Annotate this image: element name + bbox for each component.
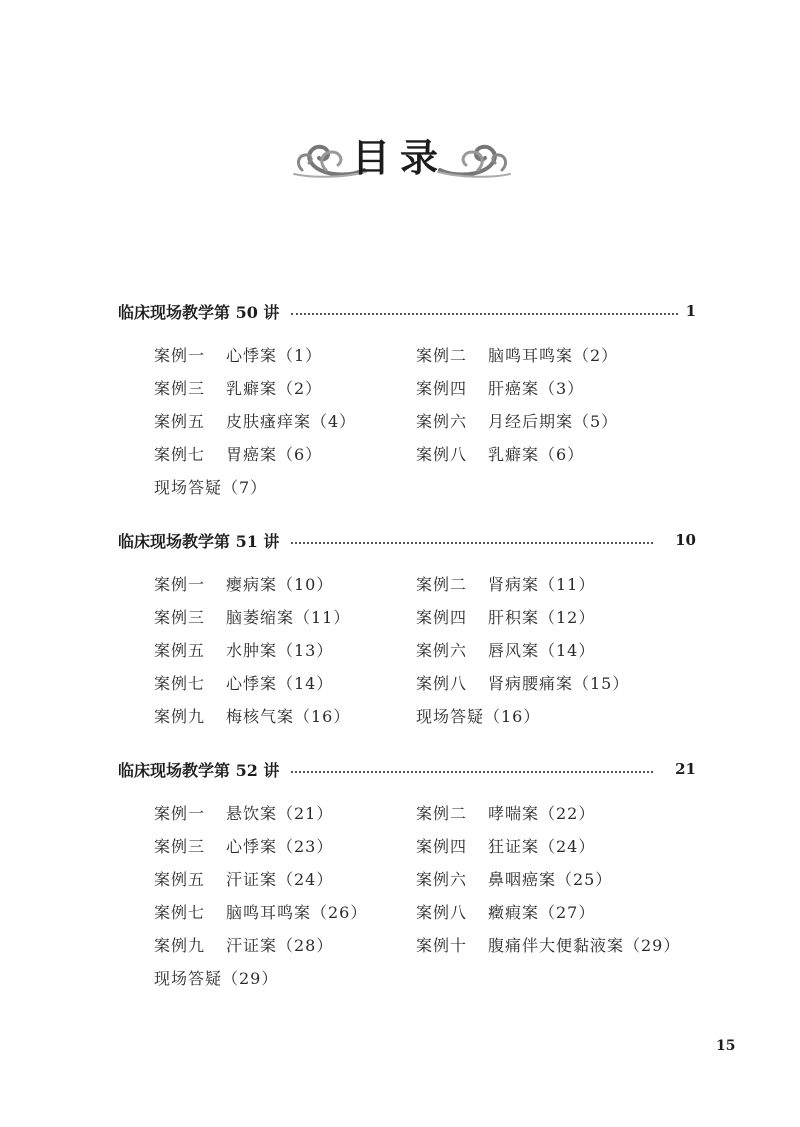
- case-name: 乳癖案（2）: [226, 379, 323, 398]
- toc-case-entry[interactable]: [154, 671, 416, 694]
- section-title: 临床现场教学第 51 讲: [118, 531, 280, 551]
- case-name: 腹痛伴大便黏液案（29）: [488, 936, 681, 955]
- case-label: 案例四: [416, 608, 468, 627]
- toc-section-52: [118, 756, 696, 994]
- case-name: 肾病腰痛案（15）: [488, 674, 630, 693]
- case-label: 案例九: [154, 936, 206, 955]
- toc-case-entry[interactable]: [416, 867, 694, 890]
- toc-case-entry[interactable]: [154, 442, 416, 465]
- toc-case-entry[interactable]: [154, 900, 416, 923]
- case-label: 案例五: [154, 870, 206, 889]
- case-name: 水肿案（13）: [226, 641, 334, 660]
- case-label: 案例九: [154, 707, 206, 726]
- dot-leader: [291, 313, 677, 315]
- dot-leader: [291, 542, 653, 544]
- toc-case-entry[interactable]: [416, 376, 694, 399]
- case-name: 乳癖案（6）: [488, 445, 585, 464]
- case-name: 脑萎缩案（11）: [226, 608, 351, 627]
- section-page-number: 1: [685, 302, 696, 320]
- case-name: 汗证案（24）: [226, 870, 334, 889]
- toc-case-entry[interactable]: [154, 933, 416, 956]
- case-label: 案例一: [154, 346, 206, 365]
- case-label: 案例七: [154, 903, 206, 922]
- case-label: 案例二: [416, 346, 468, 365]
- case-label: 案例四: [416, 837, 468, 856]
- case-label: 案例三: [154, 608, 206, 627]
- toc-case-entry[interactable]: [154, 638, 416, 661]
- case-label: 案例六: [416, 870, 468, 889]
- case-label: 案例四: [416, 379, 468, 398]
- case-name: 瘿病案（10）: [226, 575, 334, 594]
- section-page-number: 10: [675, 531, 696, 549]
- case-name: 胃癌案（6）: [226, 445, 323, 464]
- case-label: 案例七: [154, 445, 206, 464]
- case-name: 现场答疑（16）: [416, 707, 541, 726]
- case-name: 肝积案（12）: [488, 608, 596, 627]
- toc-case-entry[interactable]: [416, 801, 694, 824]
- case-label: 案例七: [154, 674, 206, 693]
- case-name: 心悸案（14）: [226, 674, 334, 693]
- case-name: 现场答疑（7）: [154, 478, 268, 497]
- case-label: 案例十: [416, 936, 468, 955]
- toc-case-entry[interactable]: [416, 442, 694, 465]
- case-list: [154, 796, 694, 994]
- toc-case-entry[interactable]: [416, 572, 694, 595]
- case-label: 案例六: [416, 641, 468, 660]
- toc-section-51: [118, 527, 696, 732]
- toc-case-entry[interactable]: [416, 638, 694, 661]
- case-label: 案例八: [416, 674, 468, 693]
- page-title: 目录: [351, 135, 448, 180]
- toc-case-entry[interactable]: [416, 343, 694, 366]
- section-page-number: 21: [675, 760, 696, 778]
- case-label: 案例二: [416, 804, 468, 823]
- toc-section-header[interactable]: [118, 298, 696, 324]
- case-name: 梅核气案（16）: [226, 707, 351, 726]
- case-name: 狂证案（24）: [488, 837, 596, 856]
- toc-case-entry[interactable]: [416, 605, 694, 628]
- case-label: 案例二: [416, 575, 468, 594]
- case-name: 脑鸣耳鸣案（26）: [226, 903, 368, 922]
- page-number: 15: [716, 1038, 736, 1054]
- case-label: 案例三: [154, 379, 206, 398]
- toc-title-block: [0, 130, 800, 190]
- case-name: 肝癌案（3）: [488, 379, 585, 398]
- section-title: 临床现场教学第 52 讲: [118, 760, 280, 780]
- case-list: [154, 338, 694, 503]
- case-name: 唇风案（14）: [488, 641, 596, 660]
- toc-case-entry[interactable]: [416, 671, 694, 694]
- toc-section-header[interactable]: [118, 756, 696, 782]
- case-name: 汗证案（28）: [226, 936, 334, 955]
- dot-leader: [291, 771, 653, 773]
- toc-qa-entry[interactable]: [416, 704, 694, 727]
- toc-case-entry[interactable]: [416, 933, 694, 956]
- toc-section-header[interactable]: [118, 527, 696, 553]
- case-list: [154, 567, 694, 732]
- toc-case-entry[interactable]: [416, 900, 694, 923]
- cloud-scroll-right-icon: [436, 140, 512, 182]
- case-name: 哮喘案（22）: [488, 804, 596, 823]
- toc-case-entry[interactable]: [154, 572, 416, 595]
- case-label: 案例八: [416, 903, 468, 922]
- toc-case-entry[interactable]: [154, 376, 416, 399]
- case-name: 癥瘕案（27）: [488, 903, 596, 922]
- toc-case-entry[interactable]: [416, 409, 694, 432]
- toc-case-entry[interactable]: [154, 409, 416, 432]
- case-name: 皮肤瘙痒案（4）: [226, 412, 357, 431]
- toc-case-entry[interactable]: [154, 343, 416, 366]
- case-name: 现场答疑（29）: [154, 969, 279, 988]
- toc-qa-entry[interactable]: [154, 966, 416, 989]
- toc-case-entry[interactable]: [154, 801, 416, 824]
- case-label: 案例三: [154, 837, 206, 856]
- case-label: 案例五: [154, 412, 206, 431]
- toc-case-entry[interactable]: [154, 704, 416, 727]
- toc-section-50: [118, 298, 696, 503]
- case-name: 心悸案（1）: [226, 346, 323, 365]
- case-label: 案例六: [416, 412, 468, 431]
- case-name: 肾病案（11）: [488, 575, 596, 594]
- case-name: 鼻咽癌案（25）: [488, 870, 613, 889]
- case-label: 案例一: [154, 804, 206, 823]
- toc-case-entry[interactable]: [154, 867, 416, 890]
- toc-case-entry[interactable]: [154, 605, 416, 628]
- case-name: 悬饮案（21）: [226, 804, 334, 823]
- case-name: 心悸案（23）: [226, 837, 334, 856]
- toc-case-entry[interactable]: [416, 834, 694, 857]
- case-name: 月经后期案（5）: [488, 412, 619, 431]
- case-label: 案例一: [154, 575, 206, 594]
- section-title: 临床现场教学第 50 讲: [118, 302, 280, 322]
- case-name: 脑鸣耳鸣案（2）: [488, 346, 619, 365]
- case-label: 案例八: [416, 445, 468, 464]
- case-label: 案例五: [154, 641, 206, 660]
- toc-case-entry[interactable]: [154, 834, 416, 857]
- toc-qa-entry[interactable]: [154, 475, 416, 498]
